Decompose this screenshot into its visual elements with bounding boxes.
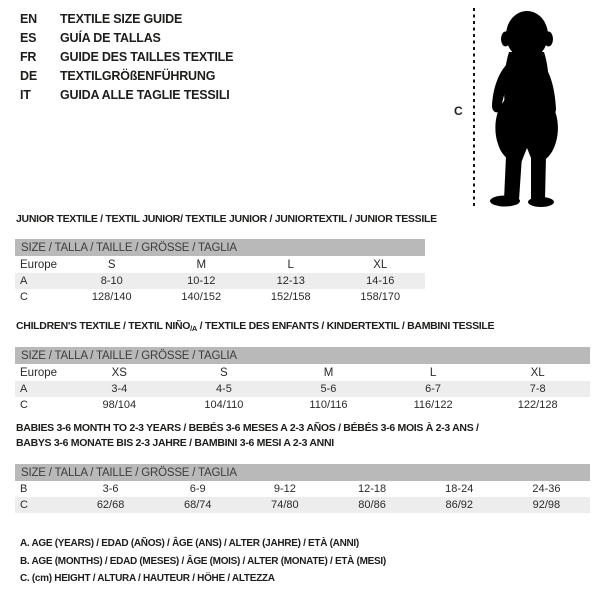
table-row [15, 256, 425, 273]
language-label: GUÍA DE TALLAS [60, 31, 161, 45]
table-row [15, 397, 590, 413]
babies-title [16, 421, 479, 451]
table-row [15, 289, 425, 305]
table-cell: 3-6 [102, 483, 119, 495]
language-code: IT [20, 88, 31, 102]
table-cell: 152/158 [270, 291, 311, 303]
junior-title: JUNIOR TEXTILE / TEXTIL JUNIOR/ TEXTILE JUNIOR / JUNIORTEXTIL / JUNIOR TESSILE [16, 213, 437, 225]
row-label: Europe [20, 258, 58, 271]
table-cell: 140/152 [181, 291, 222, 303]
table-cell: 74/80 [271, 499, 299, 511]
table-cell: M [196, 258, 207, 271]
children-size-table [15, 347, 590, 413]
row-label: C [20, 399, 28, 411]
table-cell: 116/122 [413, 399, 453, 411]
footnote-item: B. AGE (MONTHS) / EDAD (MESES) / ÂGE (MOIS) / ALTER (MONATE) / ETÀ (MESI) [20, 555, 386, 567]
table-cell: 62/68 [96, 499, 125, 511]
table-cell: S [107, 258, 116, 271]
height-dotted-line [473, 8, 475, 208]
language-label: TEXTILGRÖßENFÜHRUNG [60, 69, 216, 83]
table-cell: 68/74 [183, 499, 212, 511]
table-cell: 24-36 [532, 483, 561, 495]
language-code: EN [20, 12, 37, 26]
legend-item [20, 29, 233, 48]
table-cell: 6-7 [425, 383, 442, 395]
legend-item [20, 10, 233, 29]
table-row [15, 497, 590, 513]
table-cell: 8-10 [100, 275, 123, 287]
row-label: C [20, 291, 28, 303]
table-cell: 158/170 [360, 291, 401, 303]
table-cell: 3-4 [111, 383, 128, 395]
toddler-silhouette-icon [483, 10, 571, 207]
language-label: GUIDA ALLE TAGLIE TESSILI [60, 88, 230, 102]
table-cell: L [287, 258, 294, 271]
children-title-pre: CHILDREN'S TEXTILE / TEXTIL NIÑO [16, 320, 191, 332]
table-cell: S [220, 366, 228, 379]
language-code: DE [20, 69, 37, 83]
table-cell: 14-16 [366, 275, 395, 287]
junior-size-table [15, 239, 425, 305]
language-legend [20, 10, 233, 105]
table-cell: 12-13 [276, 275, 305, 287]
language-code: ES [20, 31, 37, 45]
row-label: C [20, 499, 28, 511]
table-cell: 9-12 [273, 483, 296, 495]
children-title-post: / TEXTILE DES ENFANTS / KINDERTEXTIL / BAMBINI TESSILE [197, 320, 495, 332]
legend-item [20, 86, 233, 105]
babies-size-table [15, 464, 590, 513]
row-label: A [20, 275, 28, 287]
table-row [15, 364, 590, 381]
legend-item [20, 48, 233, 67]
language-label: GUIDE DES TAILLES TEXTILE [60, 50, 234, 64]
children-title [16, 319, 494, 336]
table-cell: 86/92 [445, 499, 473, 511]
table-cell: 110/116 [309, 399, 348, 411]
legend-item [20, 67, 233, 86]
size-header-bar: SIZE / TALLA / TAILLE / GRÖSSE / TAGLIA [15, 347, 590, 364]
language-code: FR [20, 50, 37, 64]
table-cell: XL [530, 366, 545, 379]
table-cell: 6-9 [189, 483, 206, 495]
table-cell: 98/104 [102, 399, 137, 411]
row-label: A [20, 383, 28, 395]
babies-title-line1: BABIES 3-6 MONTH TO 2-3 YEARS / BEBÉS 3-6 MESES A 2-3 AÑOS / BÉBÉS 3-6 MOIS À 2-3 ANS / [16, 422, 479, 434]
table-cell: 80/86 [358, 499, 386, 511]
table-row [15, 273, 425, 289]
table-cell: 7-8 [529, 383, 546, 395]
table-cell: 4-5 [215, 383, 232, 395]
table-cell: 12-18 [358, 483, 387, 495]
size-header-bar: SIZE / TALLA / TAILLE / GRÖSSE / TAGLIA [15, 464, 590, 481]
table-cell: 5-6 [320, 383, 337, 395]
children-title-sub: /A [190, 324, 198, 333]
table-cell: 104/110 [204, 399, 244, 411]
table-cell: 128/140 [91, 291, 132, 303]
table-cell: XS [111, 366, 127, 379]
table-cell: 92/98 [532, 499, 561, 511]
language-label: TEXTILE SIZE GUIDE [60, 12, 183, 26]
table-cell: M [323, 366, 334, 379]
height-label-c: C [454, 104, 463, 118]
table-cell: 10-12 [187, 275, 216, 287]
table-row [15, 481, 590, 497]
table-cell: 18-24 [445, 483, 474, 495]
table-cell: L [429, 366, 437, 379]
table-cell: XL [373, 258, 388, 271]
table-cell: 122/128 [517, 399, 558, 411]
table-row [15, 381, 590, 397]
size-header-bar: SIZE / TALLA / TAILLE / GRÖSSE / TAGLIA [15, 239, 425, 256]
footnote-item: C. (cm) HEIGHT / ALTURA / HAUTEUR / HÖHE / ALTEZZA [20, 573, 275, 584]
babies-title-line2: BABYS 3-6 MONATE BIS 2-3 JAHRE / BAMBINI 3-6 MESI A 2-3 ANNI [16, 437, 334, 449]
row-label: Europe [20, 366, 58, 379]
footnotes [20, 535, 386, 588]
footnote-item: A. AGE (YEARS) / EDAD (AÑOS) / ÂGE (ANS) / ALTER (JAHRE) / ETÀ (ANNI) [20, 538, 359, 549]
row-label: B [20, 483, 28, 495]
